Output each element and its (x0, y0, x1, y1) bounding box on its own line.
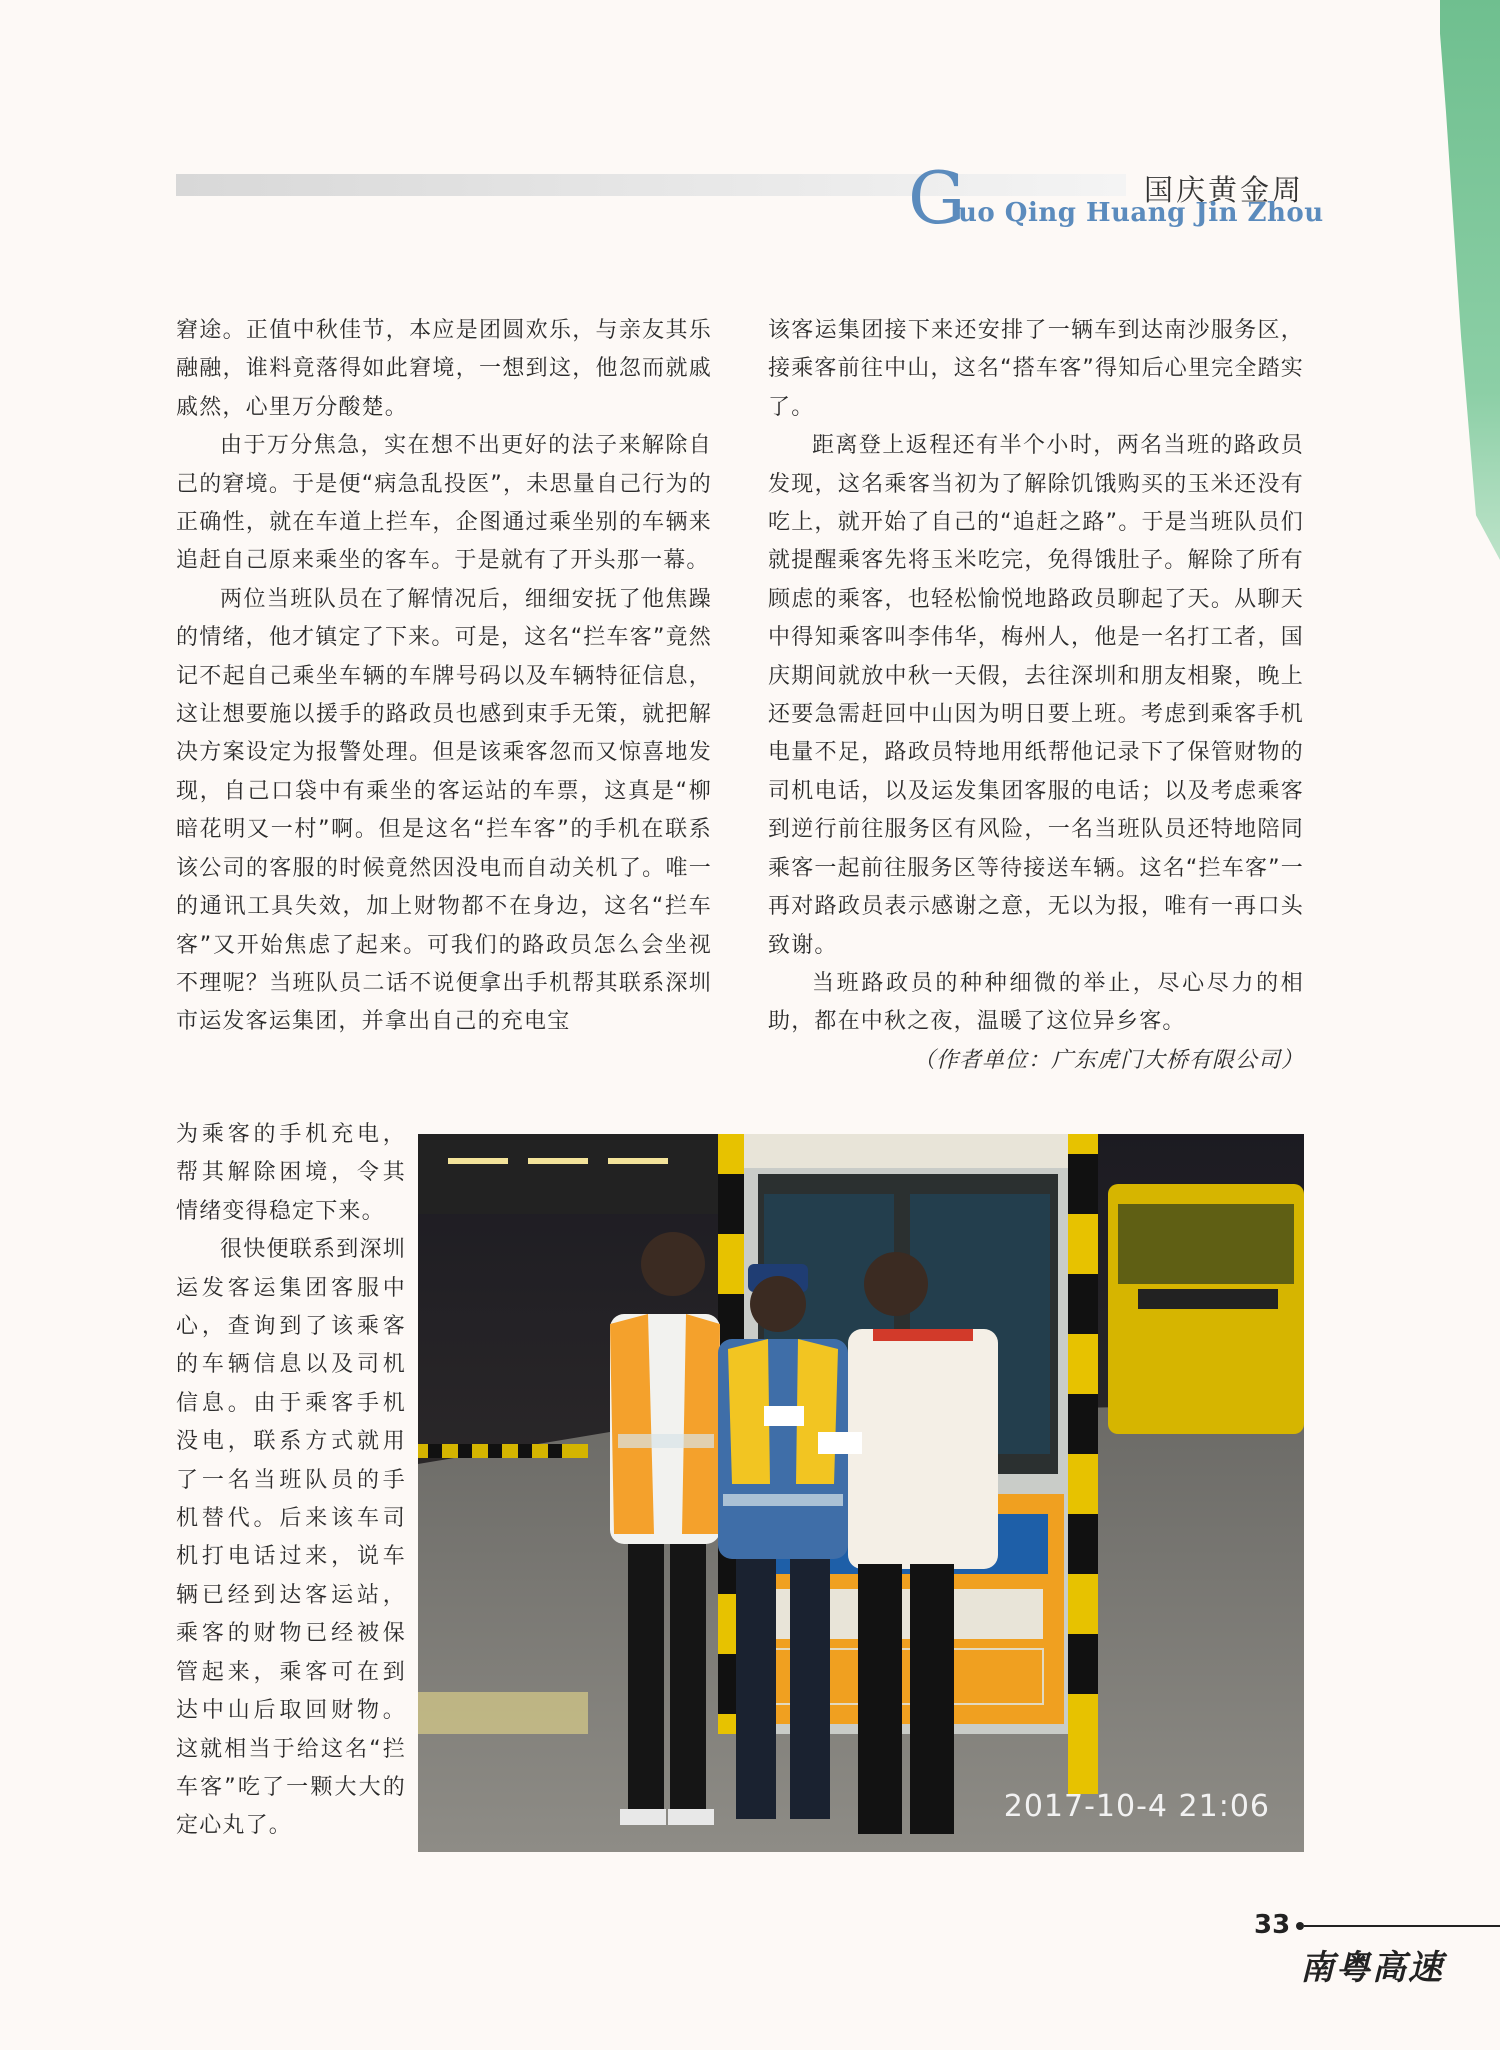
decorative-green-edge (1440, 0, 1500, 560)
page-dot (1296, 1922, 1304, 1930)
left-narrow-column (176, 1116, 406, 1846)
page-rule (1304, 1925, 1500, 1927)
paragraph: 两位当班队员在了解情况后，细细安抚了他焦躁的情绪，他才镇定了下来。可是，这名“拦车客”竟然记不起自己乘坐车辆的车牌号码以及车辆特征信息，这让想要施以援手的路政员也感到束手无策，就把解决方案设定为报警处理。但是该乘客忽而又惊喜地发现，自己口袋中有乘坐的客运站的车票，这真是“柳暗花明又一村”啊。但是这名“拦车客”的手机在联系该公司的客服的时候竟然因没电而自动关机了。唯一的通讯工具失效，加上财物都不在身边，这名“拦车客”又开始焦虑了起来。可我们的路政员怎么会坐视不理呢？当班队员二话不说便拿出手机帮其联系深圳市运发客运集团，并拿出自己的充电宝 (176, 586, 712, 1035)
paragraph: 距离登上返程还有半个小时，两名当班的路政员发现，这名乘客当初为了解除饥饿购买的玉米还没有吃上，就开始了自己的“追赶之路”。于是当班队员们就提醒乘客先将玉米吃完，免得饿肚子。解除了所有顾虑的乘客，也轻松愉悦地路政员聊起了天。从聊天中得知乘客叫李伟华，梅州人，他是一名打工者，国庆期间就放中秋一天假，去往深圳和朋友相聚，晚上还要急需赶回中山因为明日要上班。考虑到乘客手机电量不足，路政员特地用纸帮他记录下了保管财物的司机电话，以及运发集团客服的电话；以及考虑乘客到逆行前往服务区有风险，一名当班队员还特地陪同乘客一起前往服务区等待接送车辆。这名“拦车客”一再对路政员表示感谢之意，无以为报，唯有一再口头致谢。 (768, 433, 1304, 958)
paragraph: 由于万分焦急，实在想不出更好的法子来解除自己的窘境。于是便“病急乱投医”，未思量自己行为的正确性，就在车道上拦车，企图通过乘坐别的车辆来追赶自己原来乘坐的客车。于是就有了开头那一幕。 (176, 433, 712, 574)
paragraph: 很快便联系到深圳运发客运集团客服中心，查询到了该乘客的车辆信息以及司机信息。由于乘客手机没电，联系方式就用了一名当班队员的手机替代。后来该车司机打电话过来，说车辆已经到达客运站，乘客的财物已经被保管起来，乘客可在到达中山后取回财物。这就相当于给这名“拦车客”吃了一颗大大的定心丸了。 (176, 1237, 406, 1839)
photo-illustration (418, 1134, 1304, 1852)
page-number: 33 (1254, 1910, 1291, 1940)
author-affiliation: （作者单位：广东虎门大桥有限公司） (912, 1047, 1304, 1073)
section-subtitle: uo Qing Huang Jin Zhou (958, 198, 1324, 228)
right-column (768, 312, 1304, 1080)
paragraph: 为乘客的手机充电，帮其解除困境，令其情绪变得稳定下来。 (176, 1122, 406, 1224)
header-bar (176, 174, 1126, 196)
left-column (176, 312, 712, 1042)
paragraph: 该客运集团接下来还安排了一辆车到达南沙服务区，接乘客前往中山，这名“搭车客”得知后心里完全踏实了。 (768, 318, 1304, 420)
paragraph: 窘途。正值中秋佳节，本应是团圆欢乐，与亲友其乐融融，谁料竟落得如此窘境，一想到这，他忽而就戚戚然，心里万分酸楚。 (176, 318, 712, 420)
section-title: 国庆黄金周 (1143, 173, 1304, 207)
section-initial: G (908, 156, 966, 240)
photo-timestamp: 2017-10-4 21:06 (1003, 1789, 1270, 1824)
paragraph: 当班路政员的种种细微的举止，尽心尽力的相助，都在中秋之夜，温暖了这位异乡客。 (768, 970, 1304, 1035)
article-photo (418, 1134, 1304, 1852)
magazine-logo: 南粤高速 (1300, 1948, 1444, 1988)
